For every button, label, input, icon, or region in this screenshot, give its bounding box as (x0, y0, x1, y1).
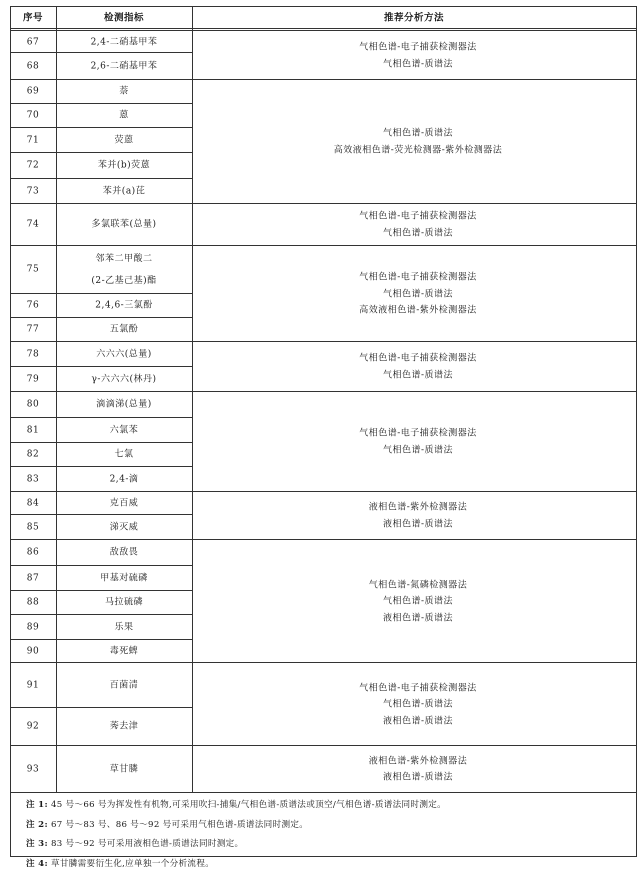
row-divider (10, 707, 193, 708)
indicator-name (105, 597, 143, 610)
indicator-name-line: 苯并(a)芘 (103, 185, 145, 198)
recommended-method-cell (359, 426, 477, 459)
indicator-name-line: 五氯酚 (110, 324, 139, 337)
standards-table-page (10, 6, 636, 856)
note-1: 注 1: 45 号～66 号为挥发性有机物,可采用吹扫-捕集/气相色谱-质谱法或顶空/气相色谱-质谱法同时测定。 (26, 796, 626, 816)
indicator-name (110, 547, 139, 560)
indicator-name (110, 497, 139, 510)
method-line: 气相色谱-质谱法 (359, 286, 477, 303)
indicator-name (110, 721, 139, 734)
row-number: 76 (27, 300, 39, 313)
row-number: 81 (27, 424, 39, 437)
group-divider (10, 203, 637, 204)
indicator-name-line: 克百威 (110, 497, 139, 510)
group-divider (10, 391, 637, 392)
indicator-name (92, 373, 157, 386)
indicator-name-line: 萘 (119, 86, 129, 99)
header-divider (10, 28, 637, 29)
indicator-name-line: 2,4-二硝基甲苯 (91, 36, 158, 49)
row-divider (10, 178, 193, 179)
row-number: 83 (27, 473, 39, 486)
indicator-name-line: 邻苯二甲酸二 (91, 248, 156, 270)
row-divider (10, 590, 193, 591)
indicator-name (110, 679, 139, 692)
row-number: 91 (27, 679, 39, 692)
note-3: 注 3: 83 号～92 号可采用液相色谱-质谱法同时测定。 (26, 835, 626, 855)
column-divider (56, 6, 57, 792)
recommended-method-cell (359, 680, 477, 730)
recommended-method-cell (359, 40, 477, 73)
indicator-name-line: 毒死蜱 (110, 645, 139, 658)
row-number: 67 (27, 36, 39, 49)
table-border-top (10, 6, 637, 7)
indicator-name (119, 86, 129, 99)
recommended-method-cell (334, 126, 503, 159)
indicator-name (98, 160, 150, 173)
row-number: 70 (27, 110, 39, 123)
row-number: 80 (27, 399, 39, 412)
recommended-method-cell (369, 753, 468, 786)
method-line: 气相色谱-质谱法 (359, 56, 477, 73)
row-divider (10, 152, 193, 153)
method-line: 气相色谱-电子捕获检测器法 (359, 209, 477, 226)
row-divider (10, 127, 193, 128)
indicator-name-line: 2,6-二硝基甲苯 (91, 60, 158, 73)
recommended-method-cell (359, 269, 477, 319)
indicator-name-line: 莠去津 (110, 721, 139, 734)
row-divider (10, 639, 193, 640)
indicator-name-line: 荧蒽 (114, 134, 133, 147)
method-line: 气相色谱-质谱法 (359, 225, 477, 242)
method-line: 气相色谱-质谱法 (359, 696, 477, 713)
recommended-method-cell (359, 209, 477, 242)
indicator-name-line: 多氯联苯(总量) (91, 219, 156, 232)
recommended-method-cell (369, 577, 468, 627)
indicator-name-line: 草甘膦 (110, 763, 139, 776)
indicator-name (110, 521, 139, 534)
indicator-name (91, 248, 156, 292)
row-number: 84 (27, 497, 39, 510)
row-divider (10, 442, 193, 443)
row-number: 72 (27, 160, 39, 173)
method-line: 气相色谱-电子捕获检测器法 (359, 351, 477, 368)
row-number: 92 (27, 721, 39, 734)
indicator-name (110, 763, 139, 776)
note-2: 注 2: 67 号～83 号、86 号～92 号可采用气相色谱-质谱法同时测定。 (26, 816, 626, 836)
indicator-name-line: 苯并(b)荧蒽 (98, 160, 150, 173)
row-number: 71 (27, 134, 39, 147)
indicator-name (96, 348, 152, 361)
indicator-name-line: 敌敌畏 (110, 547, 139, 560)
row-number: 82 (27, 449, 39, 462)
indicator-name (114, 134, 133, 147)
indicator-name (91, 219, 156, 232)
method-line: 气相色谱-电子捕获检测器法 (359, 426, 477, 443)
group-divider (10, 662, 637, 663)
method-line: 气相色谱-质谱法 (369, 593, 468, 610)
method-line: 气相色谱-电子捕获检测器法 (359, 40, 477, 57)
row-number: 78 (27, 348, 39, 361)
indicator-name-line: 马拉硫磷 (105, 597, 143, 610)
method-line: 气相色谱-质谱法 (359, 442, 477, 459)
row-divider (10, 565, 193, 566)
row-number: 85 (27, 521, 39, 534)
row-number: 93 (27, 763, 39, 776)
row-number: 79 (27, 373, 39, 386)
indicator-name (91, 60, 158, 73)
group-divider (10, 539, 637, 540)
indicator-name (110, 473, 139, 486)
indicator-name-line: 六六六(总量) (96, 348, 152, 361)
indicator-name-line: 蒽 (119, 110, 129, 123)
group-divider (10, 792, 637, 793)
row-number: 68 (27, 60, 39, 73)
method-line: 高效液相色谱-荧光检测器-紫外检测器法 (334, 142, 503, 159)
indicator-name-line: (2-乙基己基)酯 (91, 270, 156, 292)
row-number: 77 (27, 324, 39, 337)
row-divider (10, 417, 193, 418)
indicator-name (110, 324, 139, 337)
row-divider (10, 614, 193, 615)
indicator-name-line: 涕灭威 (110, 521, 139, 534)
row-divider (10, 103, 193, 104)
indicator-name (91, 36, 158, 49)
indicator-name (103, 185, 145, 198)
header-divider (10, 30, 637, 31)
row-number: 86 (27, 547, 39, 560)
row-number: 75 (27, 264, 39, 277)
row-number: 89 (27, 621, 39, 634)
row-number: 69 (27, 86, 39, 99)
row-divider (10, 293, 193, 294)
group-divider (10, 245, 637, 246)
indicator-name (119, 110, 129, 123)
row-number: 88 (27, 597, 39, 610)
indicator-name (110, 645, 139, 658)
indicator-name (96, 399, 152, 412)
group-divider (10, 745, 637, 746)
row-number: 73 (27, 185, 39, 198)
header-method: 推荐分析方法 (384, 12, 444, 25)
row-number: 74 (27, 219, 39, 232)
indicator-name-line: 六氯苯 (110, 424, 139, 437)
row-number: 90 (27, 645, 39, 658)
method-line: 液相色谱-质谱法 (369, 610, 468, 627)
method-line: 气相色谱-电子捕获检测器法 (359, 680, 477, 697)
method-line: 液相色谱-紫外检测器法 (369, 753, 468, 770)
row-divider (10, 52, 193, 53)
method-line: 气相色谱-质谱法 (359, 367, 477, 384)
indicator-name-line: 百菌清 (110, 679, 139, 692)
recommended-method-cell (359, 351, 477, 384)
indicator-name (95, 300, 152, 313)
group-divider (10, 491, 637, 492)
column-divider (192, 6, 193, 792)
row-divider (10, 466, 193, 467)
indicator-name (110, 424, 139, 437)
note-4: 注 4: 草甘膦需要衍生化,应单独一个分析流程。 (26, 855, 626, 874)
group-divider (10, 79, 637, 80)
recommended-method-cell (369, 500, 468, 533)
indicator-name-line: 七氯 (114, 449, 133, 462)
indicator-name-line: 2,4-滴 (110, 473, 139, 486)
row-number: 87 (27, 572, 39, 585)
method-line: 气相色谱-氮磷检测器法 (369, 577, 468, 594)
table-notes (26, 796, 626, 874)
row-divider (10, 366, 193, 367)
indicator-name (114, 449, 133, 462)
table-border-left (10, 6, 11, 856)
method-line: 液相色谱-质谱法 (369, 516, 468, 533)
header-indicator: 检测指标 (104, 12, 144, 25)
indicator-name (114, 621, 133, 634)
indicator-name-line: γ-六六六(林丹) (92, 373, 157, 386)
table-border-right (636, 6, 637, 856)
method-line: 液相色谱-质谱法 (359, 713, 477, 730)
group-divider (10, 341, 637, 342)
indicator-name-line: 2,4,6-三氯酚 (95, 300, 152, 313)
method-line: 气相色谱-质谱法 (334, 126, 503, 143)
method-line: 高效液相色谱-紫外检测器法 (359, 302, 477, 319)
indicator-name-line: 甲基对硫磷 (100, 572, 148, 585)
indicator-name (100, 572, 148, 585)
header-index: 序号 (23, 12, 43, 25)
row-divider (10, 317, 193, 318)
row-divider (10, 514, 193, 515)
method-line: 气相色谱-电子捕获检测器法 (359, 269, 477, 286)
indicator-name-line: 滴滴涕(总量) (96, 399, 152, 412)
method-line: 液相色谱-紫外检测器法 (369, 500, 468, 517)
indicator-name-line: 乐果 (114, 621, 133, 634)
method-line: 液相色谱-质谱法 (369, 770, 468, 787)
